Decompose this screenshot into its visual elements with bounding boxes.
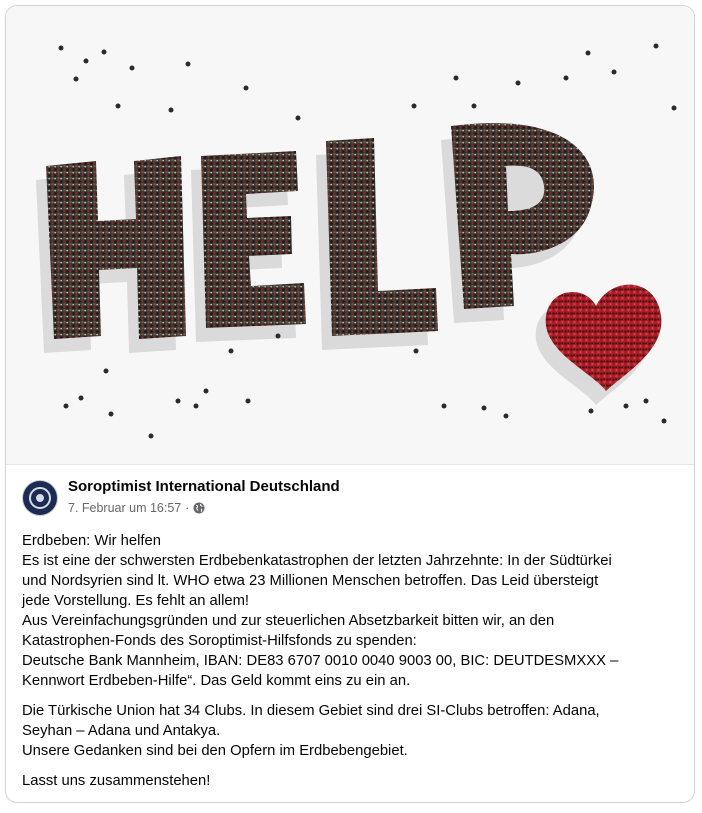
post-line: und Nordsyrien sind lt. WHO etwa 23 Millionen Menschen betroffen. Das Leid übersteigt [22,573,599,589]
post-card [5,5,695,803]
post-line: Erdbeben: Wir helfen [22,533,162,549]
globe-icon[interactable] [193,502,205,514]
post-line: Kennwort Erdbeben-Hilfe“. Das Geld kommt eins zu ein an. [22,673,411,689]
post-header [22,476,682,520]
post-paragraph [22,771,688,791]
avatar[interactable] [22,480,58,516]
post-text [22,531,688,801]
post-line: Lasst uns zusammenstehen! [22,773,211,789]
post-line: Die Türkische Union hat 34 Clubs. In diesem Gebiet sind drei SI-Clubs betroffen: Adana, [22,703,600,719]
post-line: jede Vorstellung. Es fehlt an allem! [22,593,250,609]
help-crowd-illustration [6,6,694,464]
post-meta [68,501,205,515]
post-paragraph [22,701,688,761]
post-image[interactable] [6,6,694,465]
page-name-link[interactable]: Soroptimist International Deutschland [68,478,340,495]
post-line: Katastrophen-Fonds des Soroptimist-Hilfsfonds zu spenden: [22,633,417,649]
post-timestamp[interactable]: 7. Februar um 16:57 [68,501,182,515]
post-line: Deutsche Bank Mannheim, IBAN: DE83 6707 0010 0040 9003 00, BIC: DEUTDESMXXX – [22,653,619,669]
post-paragraph [22,531,688,691]
post-line: Seyhan – Adana und Antakya. [22,723,221,739]
post-line: Es ist eine der schwersten Erdbebenkatastrophen der letzten Jahrzehnte: In der Südtürkei [22,553,612,569]
post-line: Unsere Gedanken sind bei den Opfern im Erdbebengebiet. [22,743,408,759]
post-line: Aus Vereinfachungsgründen und zur steuerlichen Absetzbarkeit bitten wir, an den [22,613,555,629]
meta-separator: · [185,501,190,515]
